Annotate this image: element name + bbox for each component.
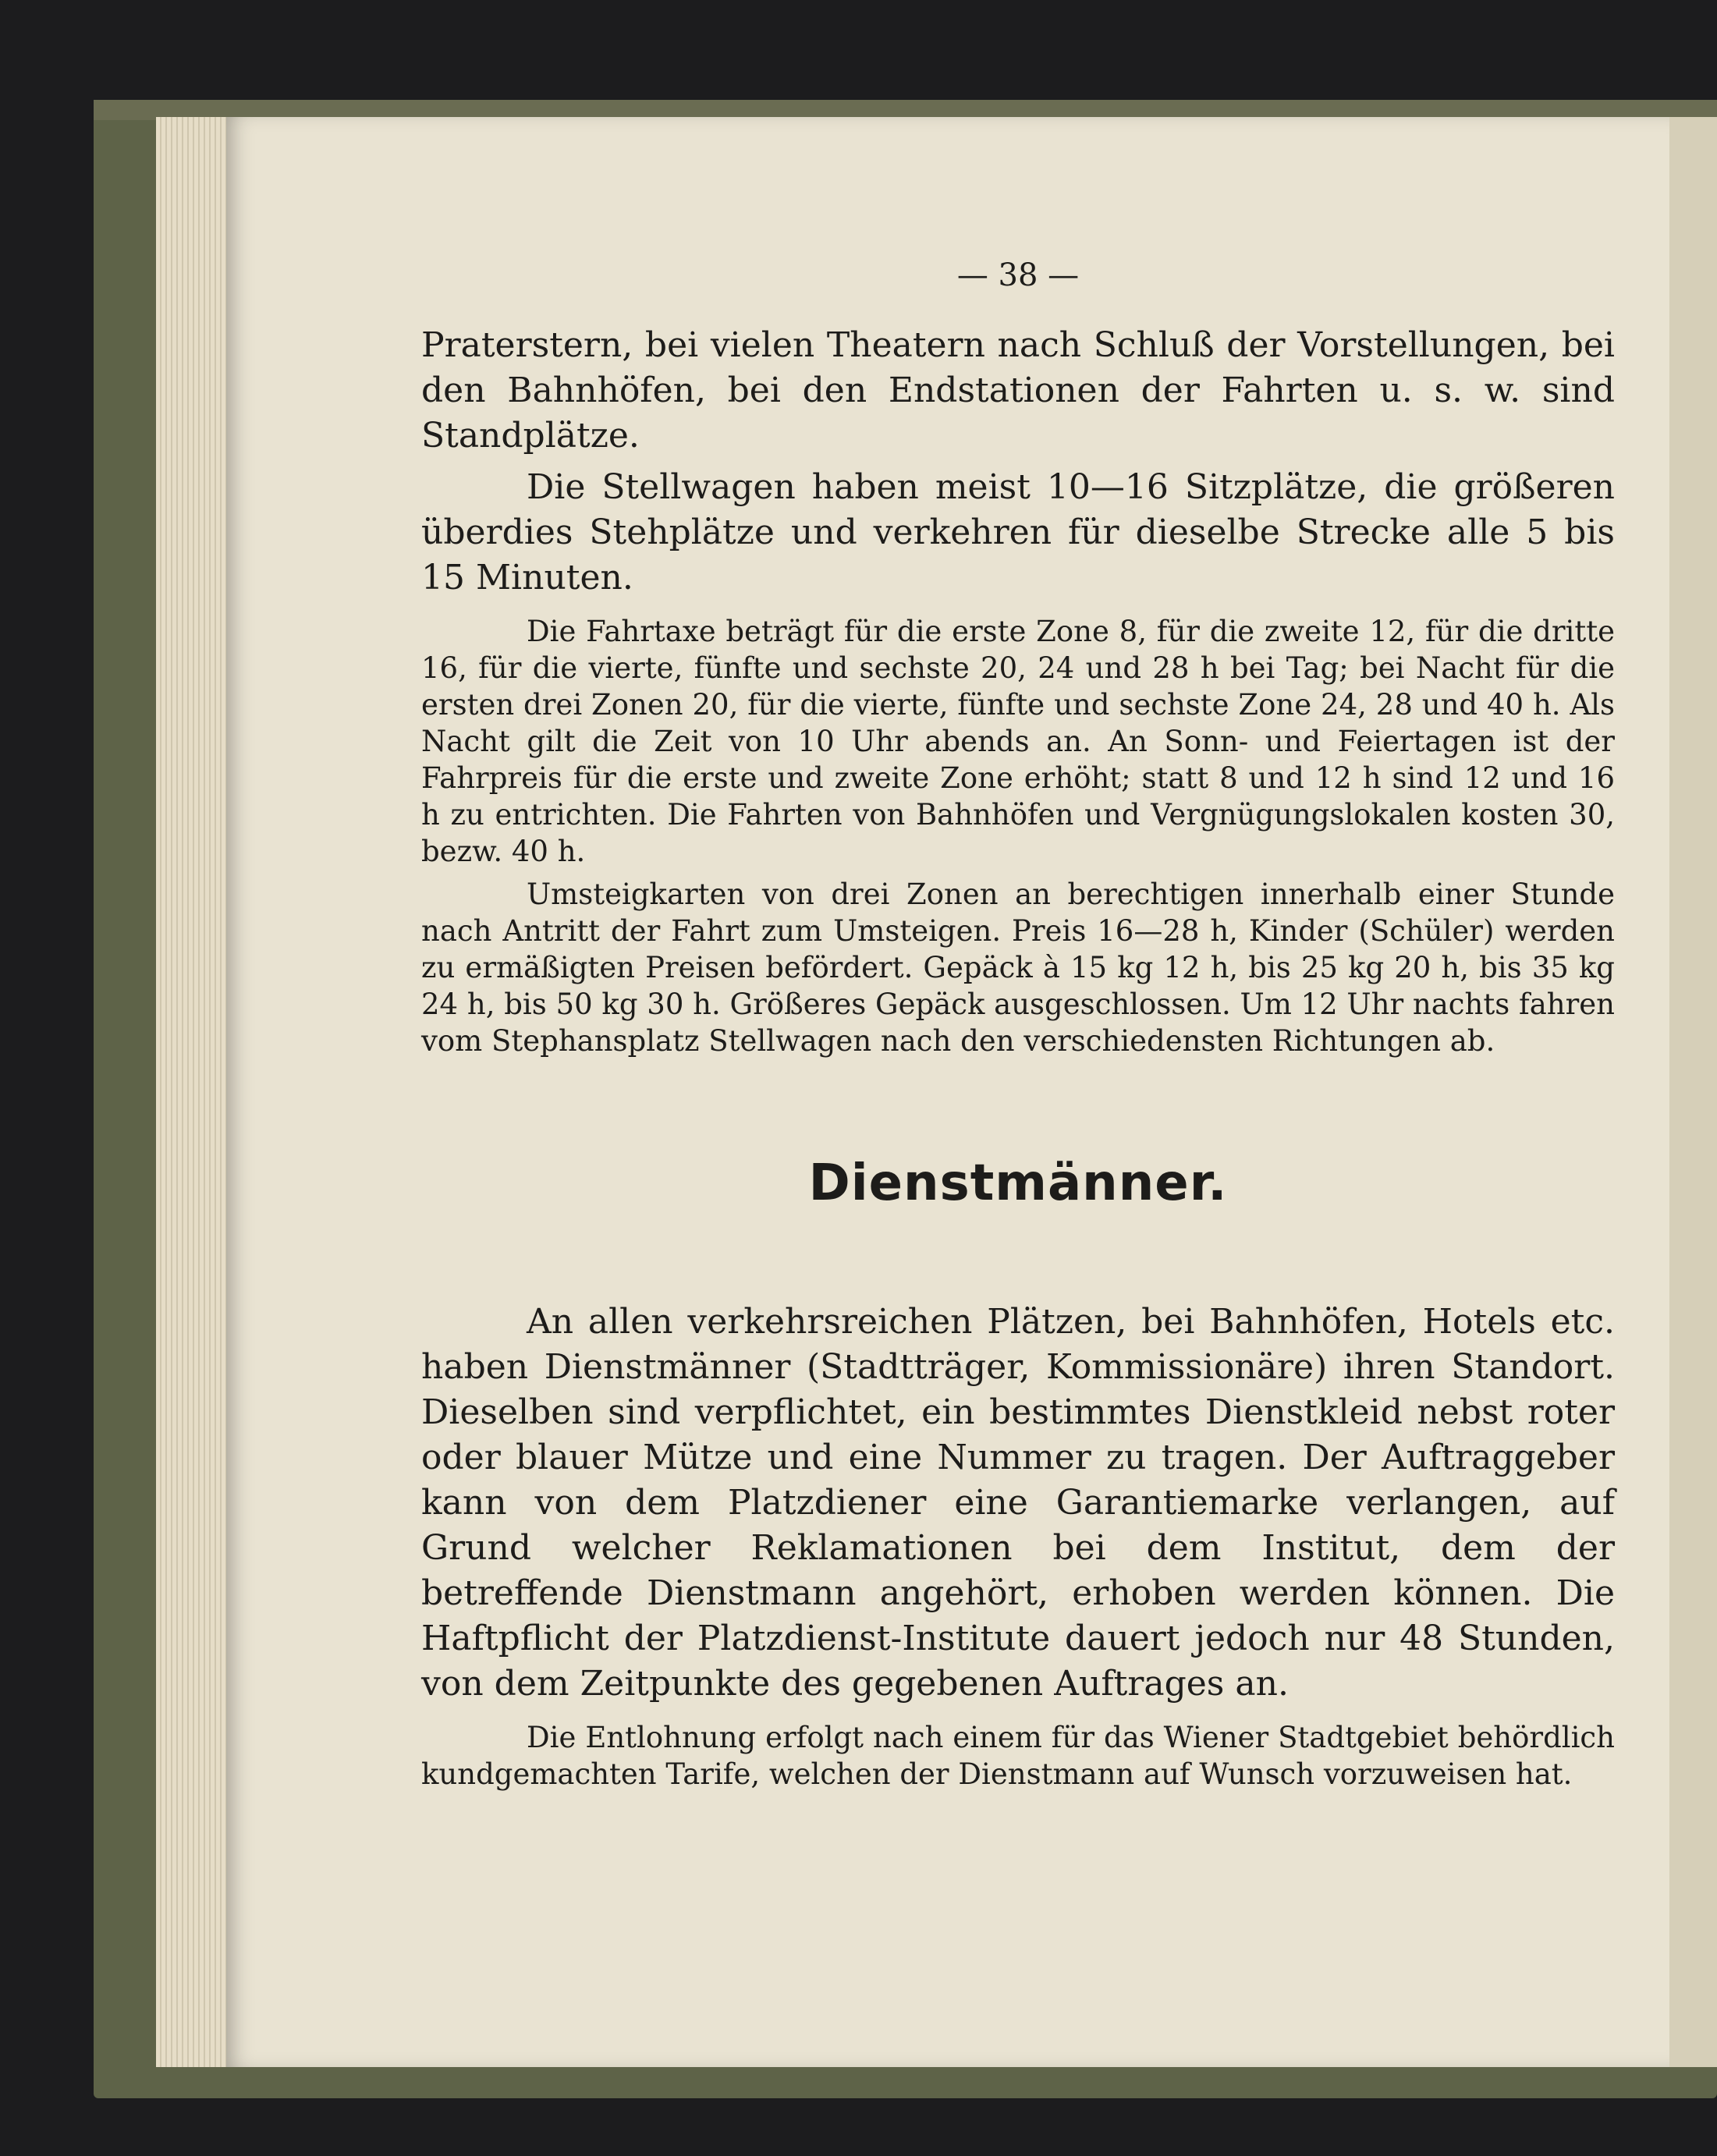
paragraph-umsteigkarten: Umsteigkarten von drei Zonen an berechtigen innerhalb einer Stunde nach Antritt der Fahrt zum Umsteigen. Preis 16—28 h, Kinder (Schüler) werden zu ermäßigten Preisen befördert. Gepäck à 15 kg 12 h, bis 25 kg 20 h, bis 35 kg 24 h, bis 50 kg 30 h. Größeres Gepäck ausgeschlossen. Um 12 Uhr nachts fahren vom Stephansplatz Stellwagen nach den verschiedensten Richtungen ab.: [421, 878, 1615, 1058]
paragraph-entlohnung: Die Entlohnung erfolgt nach einem für das Wiener Stadtgebiet behördlich kundgemachten Tarife, welchen der Dienstmann auf Wunsch vorzuweisen hat.: [421, 1721, 1615, 1791]
paragraph-fahrtaxe: Die Fahrtaxe beträgt für die erste Zone 8, für die zweite 12, für die dritte 16, für die vierte, fünfte und sechste 20, 24 und 28 h bei Tag; bei Nacht für die ersten drei Zonen 20, für die vierte, fünfte und sechste Zone 24, 28 und 40 h. Als Nacht gilt die Zeit von 10 Uhr abends an. An Sonn- und Feiertagen ist der Fahrpreis für die erste und zweite Zone erhöht; statt 8 und 12 h sind 12 und 16 h zu entrichten. Die Fahrten von Bahnhöfen und Vergnügungslokalen kosten 30, bezw. 40 h.: [421, 615, 1615, 868]
page-text: [421, 257, 1615, 1793]
page-number: — 38 —: [956, 257, 1080, 293]
paragraph-stellwagen: Die Stellwagen haben meist 10—16 Sitzplätze, die größeren überdies Stehplätze und verkehren für dieselbe Strecke alle 5 bis 15 Minuten.: [421, 467, 1615, 598]
page-stack-edge: [156, 117, 234, 2067]
facing-page-edge: [1669, 117, 1717, 2067]
paragraph-dienstmaenner: An allen verkehrsreichen Plätzen, bei Bahnhöfen, Hotels etc. haben Dienstmänner (Stadtträger, Kommissionäre) ihren Standort. Dieselben sind verpflichtet, ein bestimmtes Dienstkleid nebst roter oder blauer Mütze und eine Nummer zu tragen. Der Auftraggeber kann von dem Platzdiener eine Garantiemarke verlangen, auf Grund welcher Reklamationen bei dem Institut, dem der betreffende Dienstmann angehört, erhoben werden können. Die Haftpflicht der Platzdienst-Institute dauert jedoch nur 48 Stunden, von dem Zeitpunkte des gegebenen Auftrages an.: [421, 1302, 1615, 1704]
paragraph-standplaetze: Praterstern, bei vielen Theatern nach Schluß der Vorstellungen, bei den Bahnhöfen, bei den Endstationen der Fahrten u. s. w. sind Standplätze.: [421, 325, 1615, 456]
section-heading: Dienstmänner.: [808, 1154, 1228, 1212]
